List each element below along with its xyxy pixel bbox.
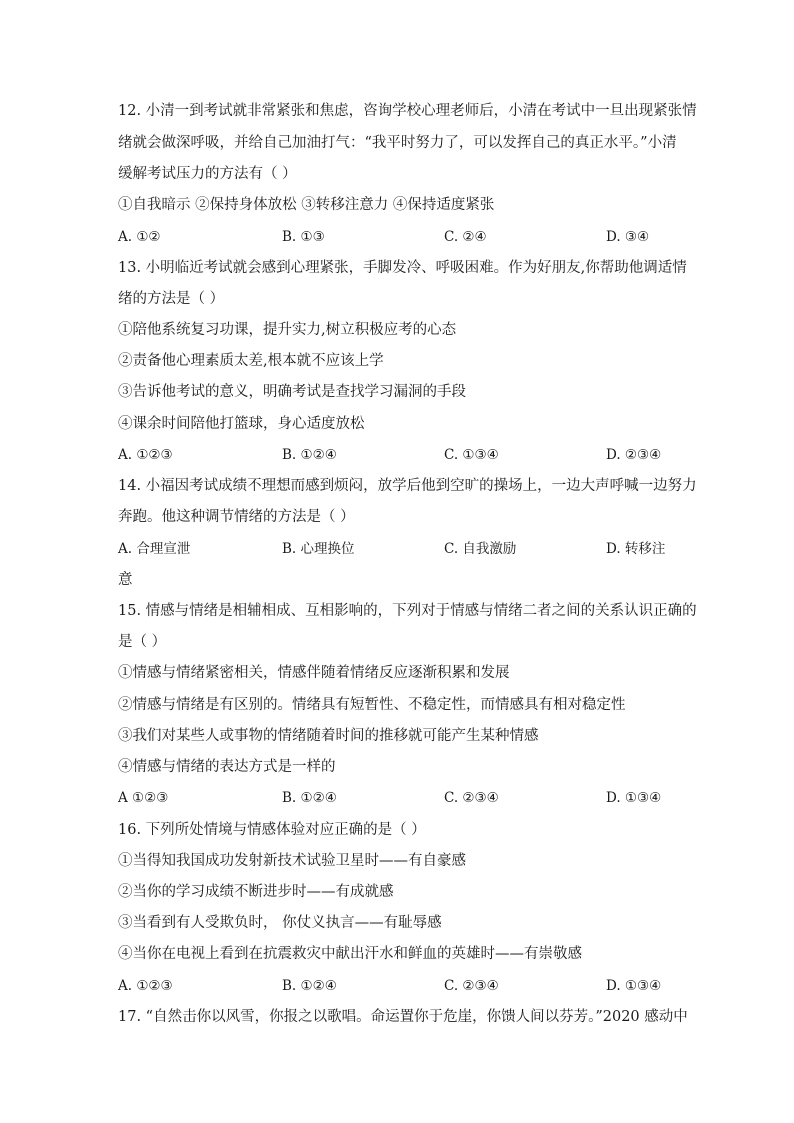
q13-statement-4: ④课余时间陪他打篮球，身心适度放松 (118, 416, 365, 432)
q12-options (118, 227, 678, 247)
q16-options (118, 976, 678, 996)
q15-option-a: A ①②③ (118, 790, 169, 806)
q15-statement-2: ②情感与情绪是有区别的。情绪具有短暂性、不稳定性，而情感具有相对稳定性 (118, 697, 626, 713)
q13-stem-line-1: 13. 小明临近考试就会感到心理紧张，手脚发冷、呼吸困难。作为好朋友,你帮助他调适情 (118, 260, 687, 276)
q13-statement-3: ③告诉他考试的意义，明确考试是查找学习漏洞的手段 (118, 384, 466, 400)
q12-option-d: D. ③④ (606, 229, 650, 245)
q13-option-d: D. ②③④ (606, 447, 662, 463)
q13-stem-line-2: 绪的方法是（ ） (118, 291, 225, 307)
q15-options (118, 788, 678, 808)
q12-option-c: C. ②④ (444, 229, 487, 245)
q14-option-d-wrap: 意 (118, 572, 133, 588)
q14-stem-line-1: 14. 小福因考试成绩不理想而感到烦闷，放学后他到空旷的操场上，一边大声呼喊一边努力 (118, 478, 697, 494)
q13-options (118, 445, 678, 465)
q12-stem-line-2: 绪就会做深呼吸，并给自己加油打气：“我平时努力了，可以发挥自己的真正水平。”小清 (118, 135, 677, 151)
q17-stem-line-1: 17. “自然击你以风雪，你报之以歌唱。命运置你于危崖，你馈人间以芬芳。”2020 感动中 (118, 1009, 688, 1025)
q14-stem-line-2: 奔跑。他这种调节情绪的方法是（ ） (118, 509, 355, 525)
q16-stem: 16. 下列所处情境与情感体验对应正确的是（ ） (118, 822, 426, 838)
q14-option-a: A. 合理宣泄 (118, 541, 191, 557)
q15-stem-line-1: 15. 情感与情绪是相辅相成、互相影响的，下列对于情感与情绪二者之间的关系认识正确的 (118, 603, 697, 619)
q15-option-c: C. ②③④ (444, 790, 499, 806)
q15-statement-1: ①情感与情绪紧密相关，情感伴随着情绪反应逐渐积累和发展 (118, 665, 510, 681)
q14-option-c: C. 自我激励 (444, 541, 517, 557)
q16-statement-2: ②当你的学习成绩不断进步时——有成就感 (118, 884, 394, 900)
q14-option-b: B. 心理换位 (282, 541, 355, 557)
q16-option-c: C. ②③④ (444, 978, 499, 994)
q13-option-b: B. ①②④ (282, 447, 337, 463)
q16-statement-4: ④当你在电视上看到在抗震救灾中献出汗水和鲜血的英雄时——有崇敬感 (118, 946, 582, 962)
q12-statements: ①自我暗示 ②保持身体放松 ③转移注意力 ④保持适度紧张 (118, 197, 495, 213)
q16-statement-3: ③当看到有人受欺负时， 你仗义执言——有耻辱感 (118, 915, 442, 931)
q12-stem-line-1: 12. 小清一到考试就非常紧张和焦虑，咨询学校心理老师后，小清在考试中一旦出现紧张情 (118, 103, 697, 119)
q15-stem-line-2: 是（ ） (118, 634, 167, 650)
q15-option-d: D. ①③④ (606, 790, 662, 806)
q16-option-d: D. ①③④ (606, 978, 662, 994)
q13-statement-1: ①陪他系统复习功课，提升实力,树立积极应考的心态 (118, 322, 457, 338)
q12-option-a: A. ①② (118, 229, 161, 245)
q15-statement-3: ③我们对某些人或事物的情绪随着时间的推移就可能产生某种情感 (118, 728, 539, 744)
q12-stem-line-3: 缓解考试压力的方法有（ ） (118, 166, 297, 182)
q15-statement-4: ④情感与情绪的表达方式是一样的 (118, 759, 336, 775)
q12-option-b: B. ①③ (282, 229, 325, 245)
q13-option-a: A. ①②③ (118, 447, 173, 463)
q15-option-b: B. ①②④ (282, 790, 337, 806)
q16-option-a: A. ①②③ (118, 978, 173, 994)
q16-statement-1: ①当得知我国成功发射新技术试验卫星时——有自豪感 (118, 853, 466, 869)
q13-option-c: C. ①③④ (444, 447, 499, 463)
q14-option-d: D. 转移注 (606, 541, 666, 557)
q13-statement-2: ②责备他心理素质太差,根本就不应该上学 (118, 353, 384, 369)
q16-option-b: B. ①②④ (282, 978, 337, 994)
q14-options (118, 539, 678, 559)
